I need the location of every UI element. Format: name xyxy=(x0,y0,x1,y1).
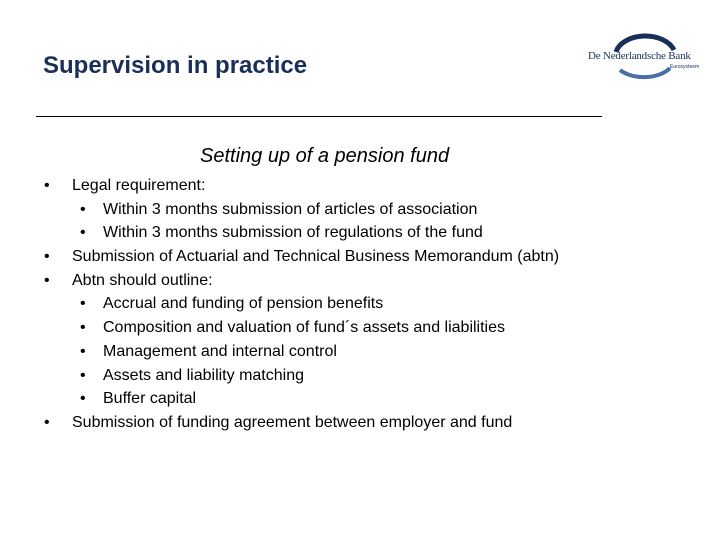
logo-tagline: Eurosysteem xyxy=(670,64,700,70)
bullet-marker: • xyxy=(80,200,86,218)
list-item-text: Submission of funding agreement between employer and fund xyxy=(72,413,513,431)
list-item-text: Buffer capital xyxy=(103,390,197,408)
list-item xyxy=(0,269,720,293)
bullet-marker: • xyxy=(80,295,86,313)
list-item-text: Management and internal control xyxy=(103,342,337,360)
list-item-text: Submission of Actuarial and Technical Business Memorandum (abtn) xyxy=(72,248,560,266)
bullet-marker: • xyxy=(44,248,50,266)
list-item xyxy=(0,364,720,388)
list-item xyxy=(0,221,720,245)
bullet-marker: • xyxy=(44,413,50,431)
list-item-text: Abtn should outline: xyxy=(72,271,213,289)
list-item xyxy=(0,198,720,222)
list-item-text: Assets and liability matching xyxy=(103,366,304,384)
list-item xyxy=(0,245,720,269)
list-item-text: Accrual and funding of pension benefits xyxy=(103,295,384,313)
slide-subtitle: Setting up of a pension fund xyxy=(200,145,450,167)
list-item-text: Within 3 months submission of regulations of the fund xyxy=(103,224,483,242)
list-item xyxy=(0,387,720,411)
bullet-marker: • xyxy=(44,177,50,194)
dnb-logo xyxy=(588,30,712,84)
bullet-marker: • xyxy=(80,366,86,384)
bullet-marker: • xyxy=(80,342,86,360)
list-item xyxy=(0,340,720,364)
bullet-marker: • xyxy=(80,390,86,408)
list-item xyxy=(0,292,720,316)
list-item-text: Legal requirement: xyxy=(72,177,206,194)
title-divider xyxy=(36,116,602,117)
list-item xyxy=(0,174,720,198)
list-item xyxy=(0,316,720,340)
list-item-text: Composition and valuation of fund´s assets and liabilities xyxy=(103,319,506,337)
list-item xyxy=(0,411,720,435)
bullet-marker: • xyxy=(44,271,50,289)
bullet-marker: • xyxy=(80,224,86,242)
bullet-marker: • xyxy=(80,319,86,337)
bullet-list xyxy=(0,174,720,435)
logo-name: De Nederlandsche Bank xyxy=(588,50,691,62)
page-title: Supervision in practice xyxy=(43,52,308,79)
list-item-text: Within 3 months submission of articles of association xyxy=(103,200,478,218)
